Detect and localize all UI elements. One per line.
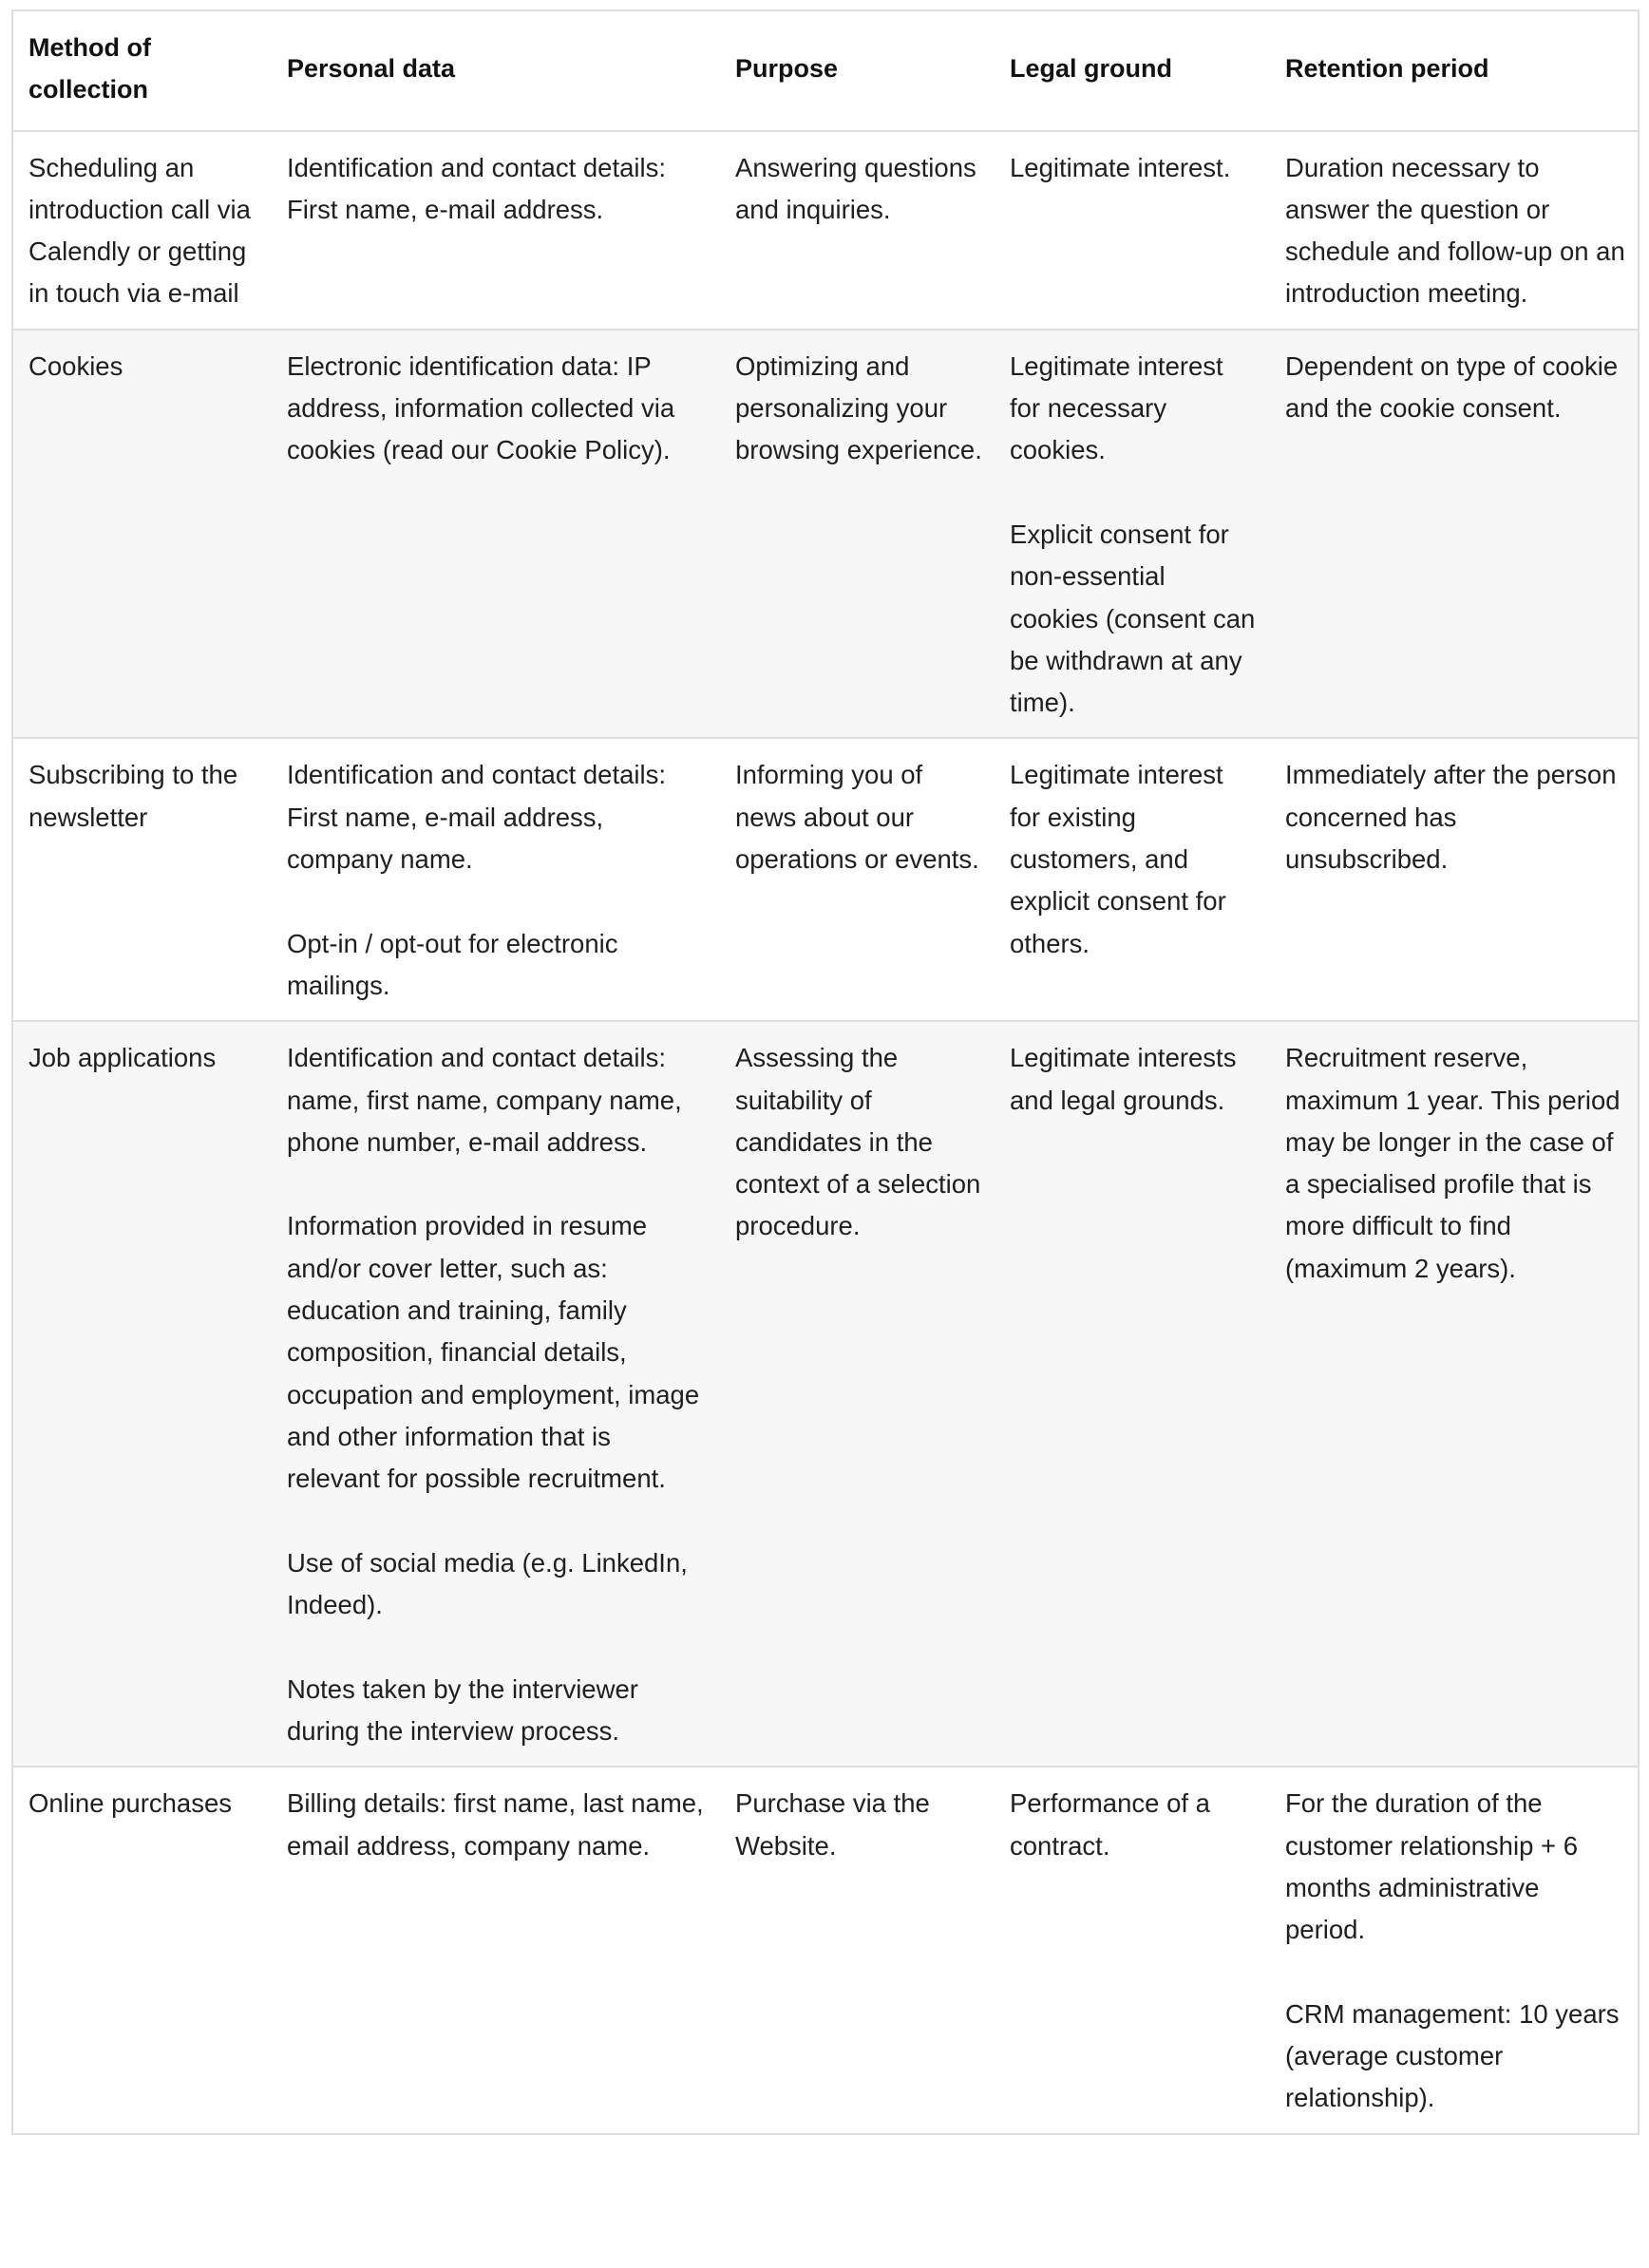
- cell-text: Online purchases: [28, 1788, 233, 1819]
- cell-text: Billing details: first name, last name, email address, company name.: [287, 1788, 704, 1861]
- cell-purpose: [720, 1767, 995, 2133]
- header-legal-ground: Legal ground: [1010, 54, 1172, 84]
- cell-purpose: [720, 131, 995, 330]
- table-row: [12, 330, 1639, 739]
- cell-retention: [1270, 1021, 1639, 1767]
- cell-text: Duration necessary to answer the question or schedule and follow-up on an introduction meeting.: [1285, 152, 1625, 309]
- cell-method: [12, 738, 272, 1021]
- cell-purpose: [720, 330, 995, 739]
- cell-text: Recruitment reserve, maximum 1 year. This period may be longer in the case of a specialised profile that is more difficult to find (maximum 2 years).: [1285, 1043, 1621, 1283]
- cell-method: [12, 330, 272, 739]
- cell-text: Subscribing to the newsletter: [28, 760, 238, 832]
- cell-method: [12, 1021, 272, 1767]
- cell-text: Scheduling an introduction call via Calendly or getting in touch via e-mail: [28, 152, 251, 309]
- cell-text: Legitimate interest.: [1010, 152, 1231, 182]
- cell-legal-ground: [995, 1021, 1270, 1767]
- cell-personal-data: [272, 1021, 720, 1767]
- header-method-of-collection: Method of collection: [28, 33, 151, 104]
- table-row: [12, 1767, 1639, 2133]
- cell-text: Cookies: [28, 350, 123, 381]
- cell-text: Identification and contact details: First name, e-mail address, company name.: [287, 760, 667, 875]
- cell-retention: [1270, 131, 1639, 330]
- cell-legal-ground: [995, 1767, 1270, 2133]
- cell-personal-data: [272, 738, 720, 1021]
- cell-text: Opt-in / opt-out for electronic mailings.: [287, 928, 618, 1000]
- data-processing-table: [11, 9, 1640, 2135]
- data-processing-table-container: [11, 9, 1638, 2135]
- cell-text: Purchase via the Website.: [735, 1788, 930, 1861]
- cell-text: Informing you of news about our operations or events.: [735, 760, 979, 875]
- cell-legal-ground: [995, 131, 1270, 330]
- cell-retention: [1270, 330, 1639, 739]
- cell-retention: [1270, 1767, 1639, 2133]
- cell-text: Performance of a contract.: [1010, 1788, 1210, 1861]
- cell-retention: [1270, 738, 1639, 1021]
- table-row: [12, 131, 1639, 330]
- header-personal-data: Personal data: [287, 54, 456, 84]
- cell-text: Information provided in resume and/or cover letter, such as: education and training, family composition, financial details, occupation and employment, image and other information that is relevant for possible recruitment.: [287, 1211, 700, 1494]
- header-retention-period: Retention period: [1285, 54, 1489, 84]
- cell-text: Assessing the suitability of candidates in the context of a selection procedure.: [735, 1043, 981, 1241]
- cell-text: CRM management: 10 years (average customer relationship).: [1285, 1998, 1620, 2113]
- cell-text: Legitimate interest for necessary cookies.: [1010, 350, 1223, 465]
- cell-text: Immediately after the person concerned has unsubscribed.: [1285, 760, 1617, 875]
- cell-text: Explicit consent for non-essential cookies (consent can be withdrawn at any time).: [1010, 519, 1256, 718]
- cell-method: [12, 1767, 272, 2133]
- cell-text: Legitimate interests and legal grounds.: [1010, 1043, 1237, 1115]
- cell-purpose: [720, 1021, 995, 1767]
- cell-text: Dependent on type of cookie and the cookie consent.: [1285, 350, 1619, 424]
- cell-text: Job applications: [28, 1043, 217, 1073]
- cell-method: [12, 131, 272, 330]
- table-row: [12, 1021, 1639, 1767]
- cell-text: Use of social media (e.g. LinkedIn, Indeed).: [287, 1547, 688, 1620]
- header-purpose: Purpose: [735, 54, 839, 84]
- table-row: [12, 738, 1639, 1021]
- table-header-row: [12, 10, 1639, 131]
- cell-text: For the duration of the customer relationship + 6 months administrative period.: [1285, 1788, 1579, 1945]
- cell-text: Identification and contact details: First name, e-mail address.: [287, 152, 667, 224]
- cell-personal-data: [272, 131, 720, 330]
- cell-text: Answering questions and inquiries.: [735, 152, 976, 224]
- cell-legal-ground: [995, 330, 1270, 739]
- cell-text: Identification and contact details: name, first name, company name, phone number, e-mail address.: [287, 1043, 682, 1157]
- cell-text: Legitimate interest for existing customers, and explicit consent for others.: [1010, 760, 1226, 958]
- cell-text: Notes taken by the interviewer during the interview process.: [287, 1673, 638, 1746]
- cell-text: Electronic identification data: IP address, information collected via cookies (read our Cookie Policy).: [287, 350, 675, 465]
- cell-purpose: [720, 738, 995, 1021]
- cell-personal-data: [272, 330, 720, 739]
- cell-personal-data: [272, 1767, 720, 2133]
- cell-legal-ground: [995, 738, 1270, 1021]
- cell-text: Optimizing and personalizing your browsing experience.: [735, 350, 982, 465]
